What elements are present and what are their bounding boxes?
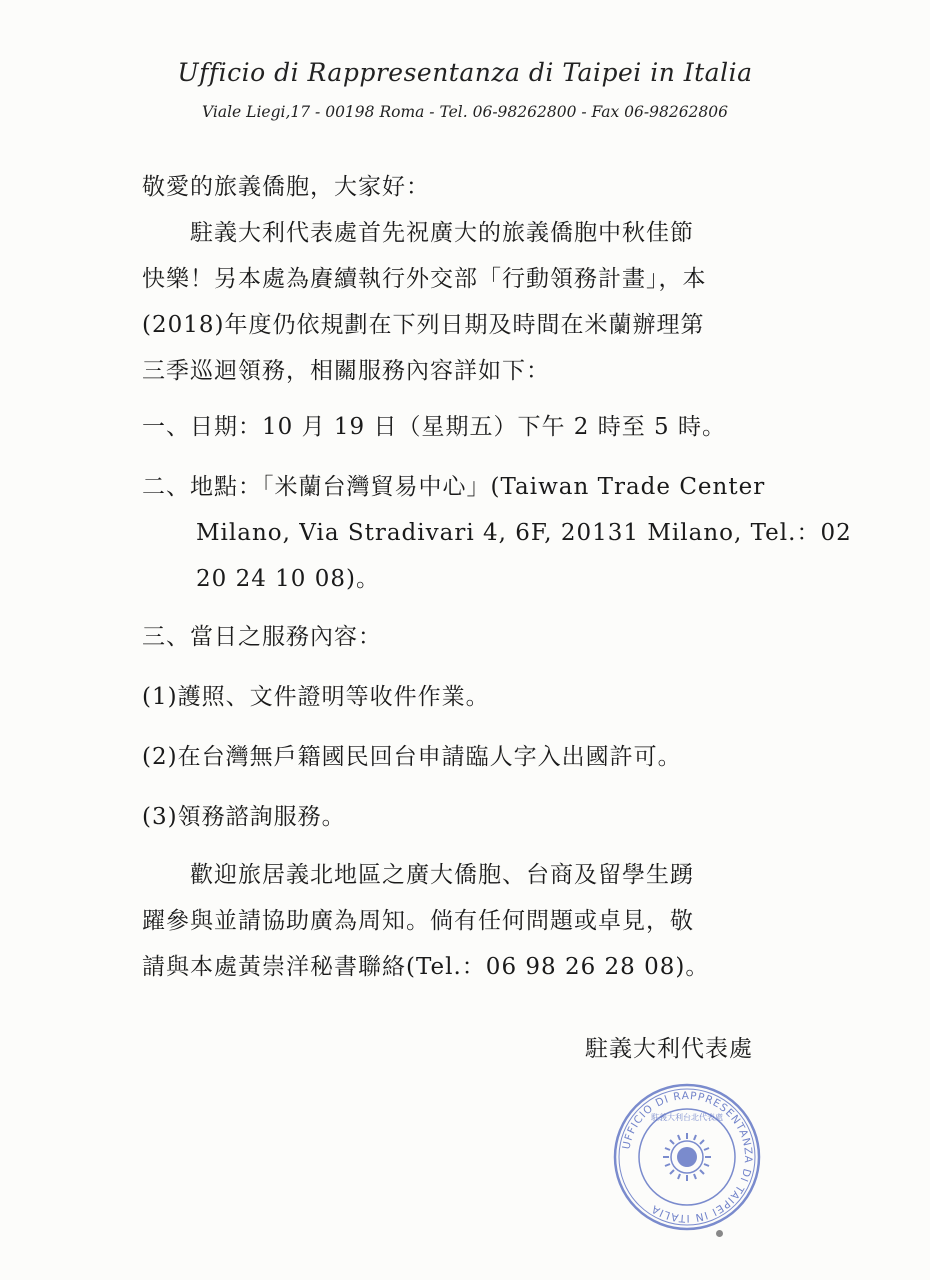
- paper-speck: [716, 1230, 723, 1237]
- intro-line-1: 駐義大利代表處首先祝廣大的旅義僑胞中秋佳節: [142, 220, 694, 246]
- seal-outer-text: UFFICIO DI RAPPRESENTANZA DI TAIPEI IN ITALIA: [620, 1089, 755, 1225]
- service-item-2: (2)在台灣無戶籍國民回台申請臨人字入出國許可。: [142, 744, 682, 770]
- item-location-line-3: 20 24 10 08)。: [196, 566, 380, 592]
- closing-line-1: 歡迎旅居義北地區之廣大僑胞、台商及留學生踴: [142, 862, 694, 888]
- sun-emblem-icon: [663, 1133, 711, 1181]
- item-date: 一、日期：10 月 19 日（星期五）下午 2 時至 5 時。: [142, 414, 726, 440]
- greeting: 敬愛的旅義僑胞，大家好：: [142, 174, 430, 200]
- seal-inner-text: 駐義大利台北代表處: [651, 1113, 723, 1122]
- official-seal: [612, 1082, 762, 1232]
- service-item-3: (3)領務諮詢服務。: [142, 804, 346, 830]
- closing-line-2: 躍參與並請協助廣為周知。倘有任何問題或卓見，敬: [142, 908, 694, 934]
- letterhead-address: Viale Liegi,17 - 00198 Roma - Tel. 06-98262800 - Fax 06-98262806: [201, 103, 729, 121]
- item-location-line-2: Milano, Via Stradivari 4, 6F, 20131 Milano, Tel.：02: [196, 520, 852, 546]
- service-item-1: (1)護照、文件證明等收件作業。: [142, 684, 490, 710]
- intro-line-3: (2018)年度仍依規劃在下列日期及時間在米蘭辦理第: [142, 312, 705, 338]
- intro-line-2: 快樂！另本處為賡續執行外交部「行動領務計畫」，本: [142, 266, 707, 292]
- closing-line-3: 請與本處黃崇洋秘書聯絡(Tel.：06 98 26 28 08)。: [142, 954, 710, 980]
- letterhead-title: Ufficio di Rappresentanza di Taipei in Italia: [177, 58, 753, 87]
- intro-line-4: 三季巡迴領務，相關服務內容詳如下：: [142, 358, 550, 384]
- item-location-line-1: 二、地點：「米蘭台灣貿易中心」(Taiwan Trade Center: [142, 474, 766, 500]
- signature: 駐義大利代表處: [585, 1036, 753, 1062]
- item-services-heading: 三、當日之服務內容：: [142, 624, 382, 650]
